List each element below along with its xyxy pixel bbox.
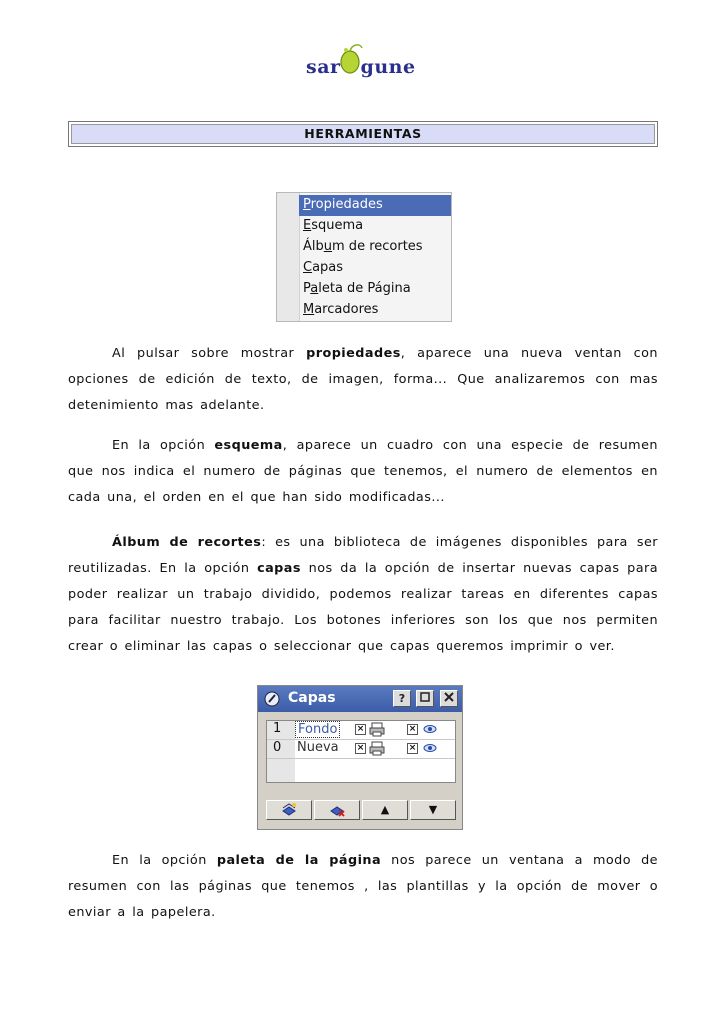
print-checkbox[interactable]: × [356,724,365,734]
close-icon [444,692,454,702]
capas-window [257,685,463,830]
layer-name[interactable]: Fondo [295,721,340,738]
eye-icon [423,743,437,753]
view-menu [276,192,452,322]
printer-icon [369,741,385,756]
menu-item-paleta-de-pagina[interactable]: Paleta de Página [303,281,411,296]
delete-layer-button[interactable] [314,800,360,820]
visible-checkbox[interactable]: × [408,743,417,753]
layer-buttons [266,800,456,820]
printer-icon [369,722,385,737]
layer-row[interactable] [267,721,455,740]
paragraph-propiedades: Al pulsar sobre mostrar propiedades, aparece una nueva ventan con opciones de edición de texto, de imagen, forma... Que analizaremos con mas detenimiento mas adelante. [68,346,658,413]
app-icon [264,691,280,707]
section-title: HERRAMIENTAS [304,126,422,141]
new-layer-button[interactable] [266,800,312,820]
capas-title: Capas [288,690,336,706]
menu-item-capas[interactable]: Capas [303,260,344,275]
layer-number: 0 [273,740,282,755]
menu-item-marcadores[interactable]: Marcadores [303,302,379,317]
capas-titlebar [258,686,462,712]
close-button[interactable] [440,690,458,707]
layer-number: 1 [273,721,282,736]
paragraph-album-capas: Álbum de recortes: es una biblioteca de imágenes disponibles para ser reutilizadas. En la opción capas nos da la opción de insertar nuevas capas para poder realizar un trabajo dividido, podemos realizar tareas en diferentes capas para facilitar nuestro trabajo. Los botones inferiores son los que nos permiten crear o eliminar las capas o seleccionar que capas queremos imprimir o ver. [68,535,658,654]
section-header [68,121,658,147]
move-layer-down-button[interactable]: ▼ [410,800,456,820]
move-layer-up-button[interactable]: ▲ [362,800,408,820]
menu-gutter [277,193,300,321]
logo-text-part1: sar [306,56,341,78]
menu-item-esquema[interactable]: Esquema [303,218,364,233]
menu-item-propiedades[interactable]: Propiedades [299,195,451,216]
paragraph-esquema: En la opción esquema, aparece un cuadro con una especie de resumen que nos indica el numero de páginas que tenemos, el numero de elementos en cada una, el orden en el que han sido modificadas... [68,438,658,505]
layer-list [266,720,456,783]
layer-row[interactable] [267,740,455,759]
sargune-logo [300,40,420,88]
menu-item-album-de-recortes[interactable]: Álbum de recortes [303,239,423,254]
delete-layer-icon [329,803,345,817]
layer-name[interactable]: Nueva [297,740,339,755]
logo-text [306,56,416,78]
new-layer-icon [281,803,297,817]
logo-text-part2: gune [360,56,416,78]
print-checkbox[interactable]: × [356,743,365,753]
help-button[interactable]: ? [393,690,411,707]
maximize-icon [420,692,430,702]
eye-icon [423,724,437,734]
maximize-button[interactable] [416,690,434,707]
visible-checkbox[interactable]: × [408,724,417,734]
paragraph-paleta: En la opción paleta de la página nos parece un ventana a modo de resumen con las páginas que tenemos , las plantillas y la opción de mover o enviar a la papelera. [68,853,658,920]
